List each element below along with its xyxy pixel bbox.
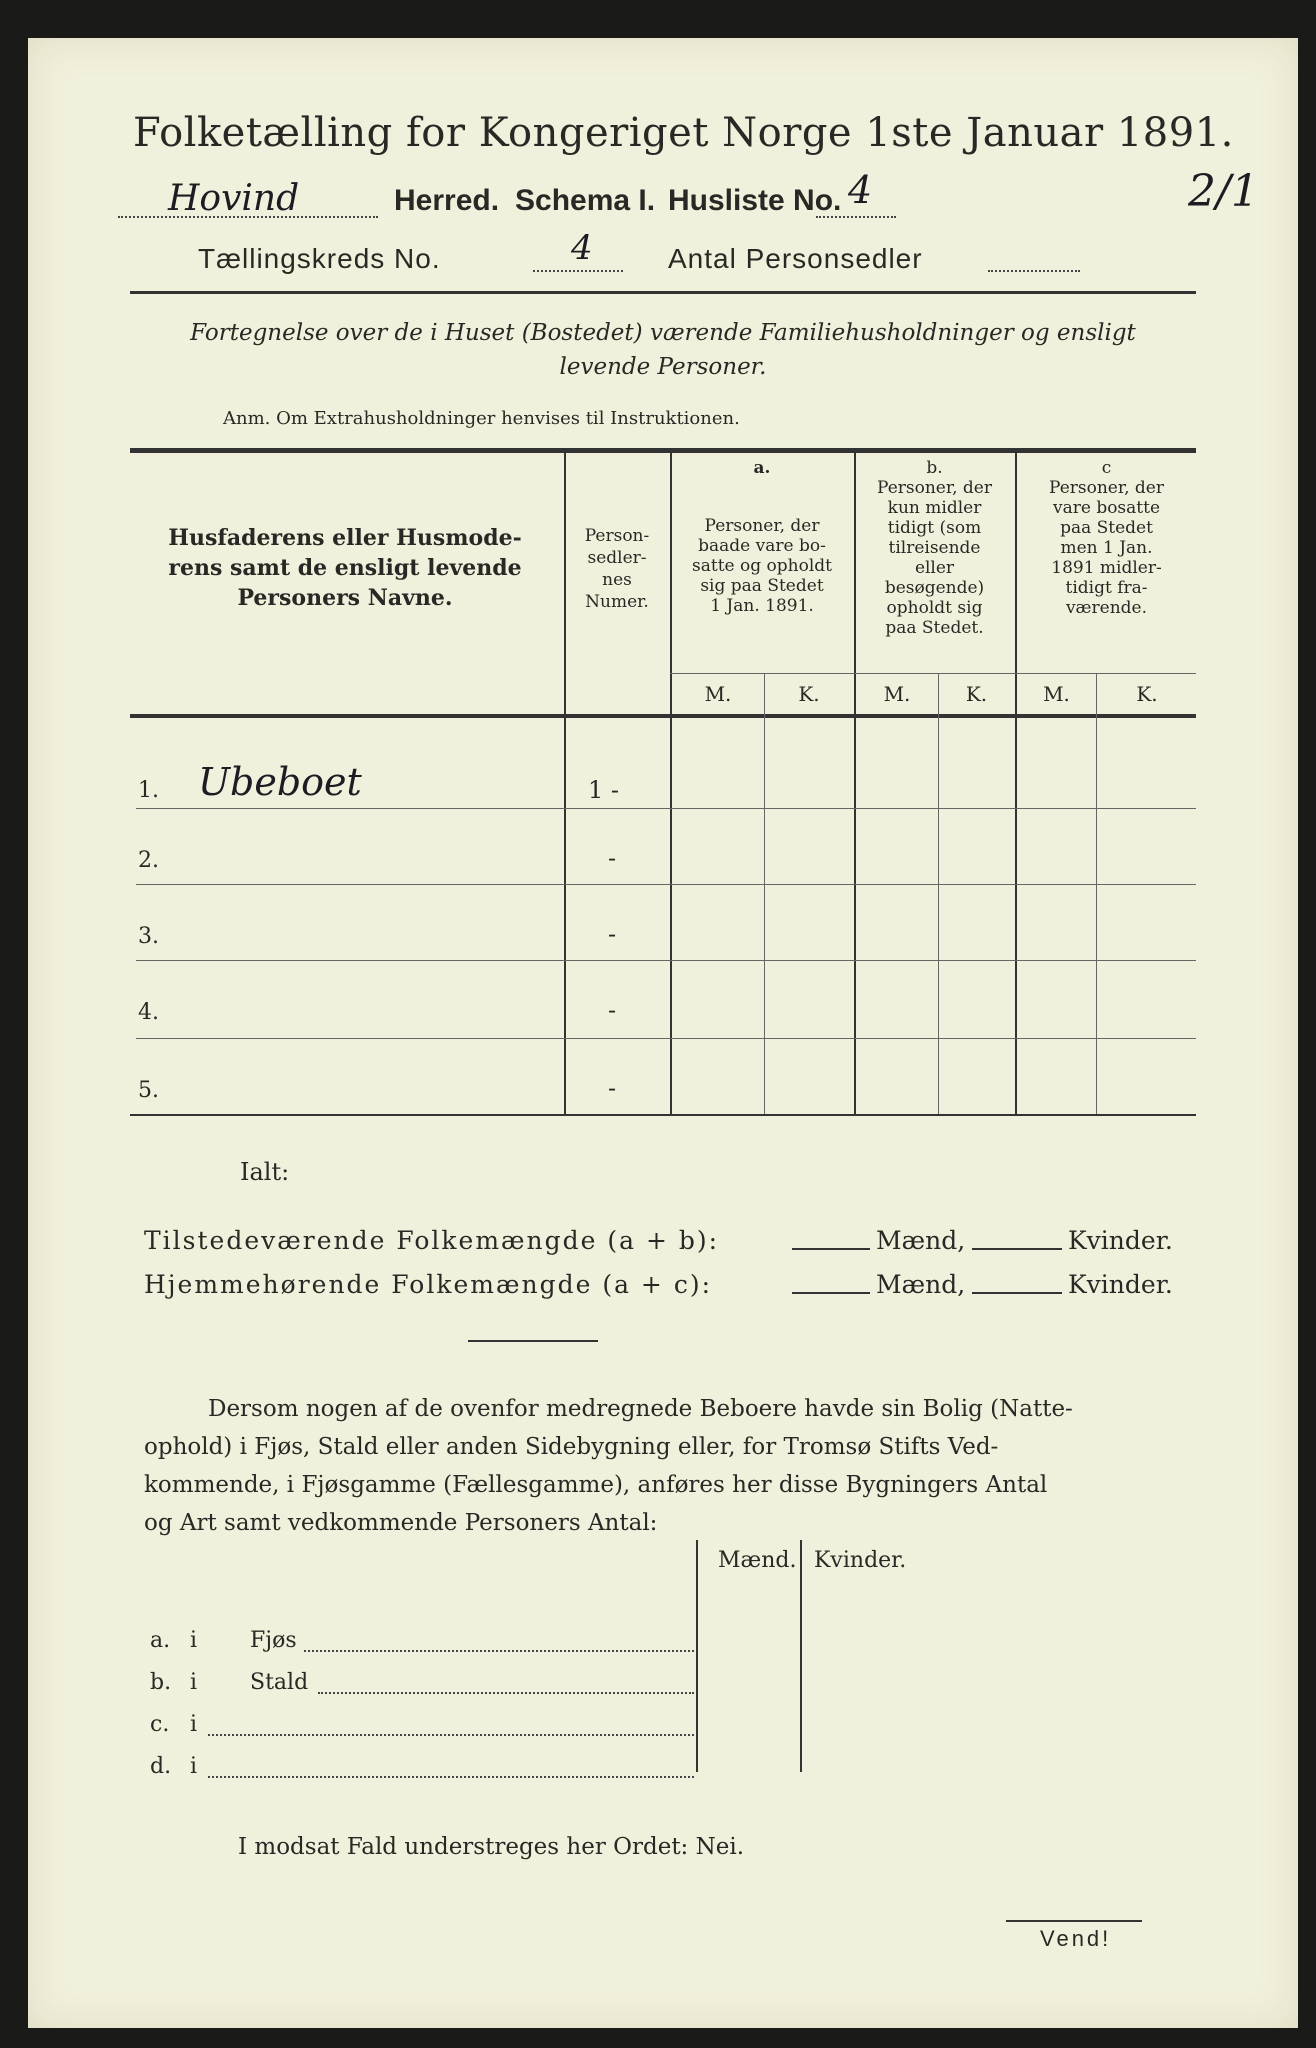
table-bottom-rule (130, 1114, 1196, 1116)
col-b-m: M. (883, 682, 911, 706)
col-a-header: a. Personer, der baade vare bo- satte og opholdt sig paa Stedet 1 Jan. 1891. (692, 458, 832, 616)
kreds-value: 4 (571, 228, 593, 268)
hjemme-maend: Mænd, (876, 1270, 966, 1299)
herred-label: Herred. (394, 184, 500, 217)
tilstede-label: Tilstedeværende Folkemængde (a + b): (144, 1226, 720, 1255)
anm-note: Anm. Om Extrahusholdninger henvises til Instruktionen. (223, 408, 740, 429)
table-top-rule (130, 448, 1196, 453)
col-c-k: K. (1136, 682, 1158, 706)
section-divider (468, 1340, 598, 1342)
table-header-rule (130, 714, 1196, 718)
form-title: Folketælling for Kongeriget Norge 1ste Januar 1891. (133, 110, 1234, 156)
col-a-m: M. (704, 682, 732, 706)
herred-value: Hovind (168, 178, 300, 219)
row-name: Ubeboet (198, 760, 362, 804)
bolig-line4: og Art samt vedkommende Personers Antal: (144, 1510, 658, 1536)
col-num-header: Person- sedler- nes Numer. (584, 526, 650, 612)
hjemme-label: Hjemmehørende Folkemængde (a + c): (144, 1270, 712, 1299)
row-number: 1 - (588, 776, 620, 804)
col-a-k: K. (798, 682, 820, 706)
row-number: - (608, 1074, 617, 1102)
header-rule (130, 291, 1196, 294)
intro-line2: levende Personer. (559, 354, 767, 380)
col-name-header: Husfaderens eller Husmode- rens samt de ensligt levende Personers Navne. (168, 525, 522, 611)
col-b-header: b. Personer, der kun midler tidigt (som tilreisende eller besøgende) opholdt sig paa Stedet. (877, 458, 992, 638)
tilstede-maend: Mænd, (876, 1226, 966, 1255)
intro-line1: Fortegnelse over de i Huset (Bostedet) værende Familiehusholdninger og ensligt (190, 320, 1136, 346)
bolig-line1: Dersom nogen af de ovenfor medregnede Beboere havde sin Bolig (Natte- (208, 1396, 1073, 1422)
tilstede-kvinder: Kvinder. (1068, 1226, 1173, 1255)
kreds-label: Tællingskreds No. (198, 243, 441, 274)
bolig-col-kvinder: Kvinder. (814, 1548, 907, 1573)
col-b-k: K. (965, 682, 988, 706)
husliste-label: Husliste No. (668, 184, 842, 217)
antal-label: Antal Personsedler (668, 243, 923, 274)
modsat-note: I modsat Fald understreges her Ordet: Nei. (238, 1834, 745, 1860)
bolig-line3: kommende, i Fjøsgamme (Fællesgamme), anføres her disse Bygningers Antal (144, 1472, 1048, 1498)
bolig-col-maend: Mænd. (718, 1548, 797, 1573)
row-number: - (608, 920, 617, 948)
corner-note: 2/1 (1188, 166, 1259, 217)
husliste-value: 4 (848, 168, 873, 212)
col-c-m: M. (1043, 682, 1070, 706)
row-number: - (608, 996, 617, 1024)
hjemme-kvinder: Kvinder. (1068, 1270, 1173, 1299)
census-form-page: Folketælling for Kongeriget Norge 1ste Januar 1891. Hovind Herred. Schema I. Husliste No. 4 2/1 Tællingskreds No. 4 Antal Personsedler Fortegnelse over de i Huset (Bostedet) værende Familiehusholdninger og ensligt levende Personer. Anm. Om Extrahusholdninger henvises til Instruktionen. Husfaderens eller Husmode- rens samt de ensligt levende Personers Navne. Person- sedler- nes Numer. a. Personer, der baade vare bo- satte og opholdt sig paa Stedet 1 Jan. 1891. b. Personer, der kun midler tidigt (som tilreisende eller besøgende) opholdt sig paa Stedet. c Personer, der vare bosatte paa Stedet men 1 Jan. 1891 midler- tidigt fra- værende. M. K. M. K. M. K. 1. Ubeboet 1 - 2. - 3. - 4. - 5. - Ialt: Tilstedeværende Folkemængde (a + b): Mænd, Kvinder. Hjemmehørende Folkemængde (a + c): Mænd, Kvinder. Dersom nogen af de ovenfor medregnede Beboere havde sin Bolig (Natte- ophold) i Fjøs, Stald eller anden Sidebygning eller, for Tromsø Stifts Ved- kommende, i Fjøsgamme (Fællesgamme), anføres her disse Bygningers Antal og Art samt vedkommende Personers Antal: Mænd. Kvinder. a. i Fjøs b. i Stald c. i d. i I modsat Fald understreges her Ordet: Nei. Vend! (28, 38, 1298, 2028)
col-c-header: c Personer, der vare bosatte paa Stedet men 1 Jan. 1891 midler- tidigt fra- værende. (1049, 458, 1164, 618)
bolig-line2: ophold) i Fjøs, Stald eller anden Sidebygning eller, for Tromsø Stifts Ved- (144, 1434, 999, 1460)
ialt-label: Ialt: (240, 1158, 290, 1186)
vend-note: Vend! (1040, 1926, 1112, 1951)
schema-label: Schema I. (515, 184, 656, 217)
row-number: - (608, 844, 617, 872)
